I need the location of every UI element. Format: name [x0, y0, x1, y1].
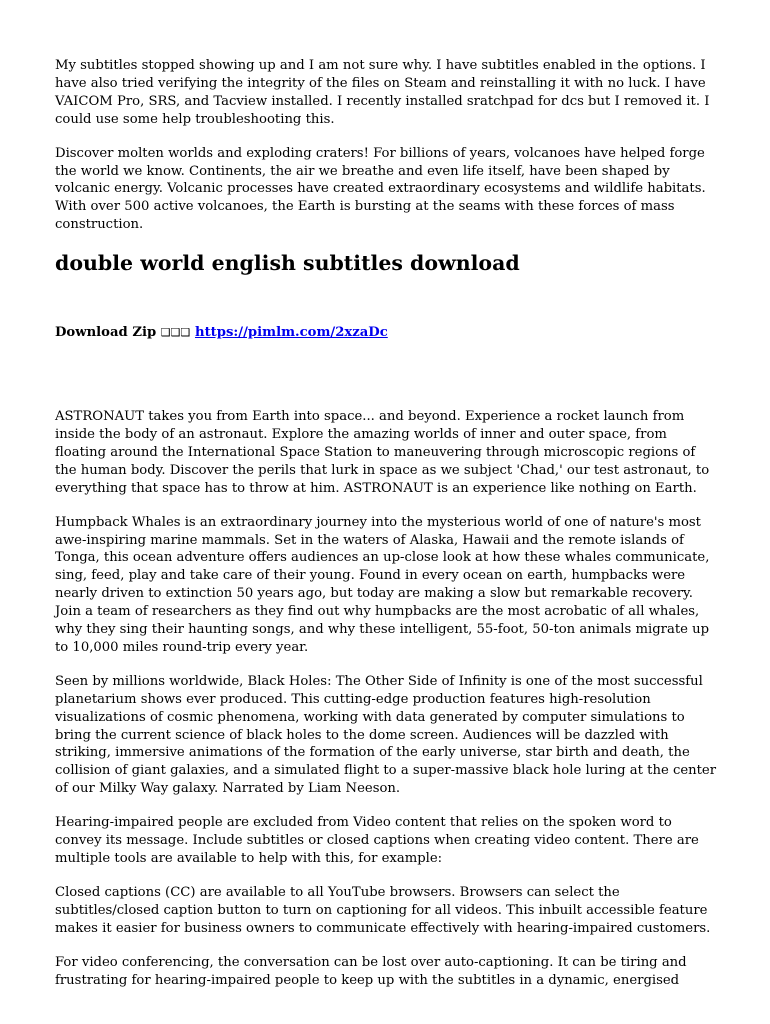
article-body — [55, 408, 717, 989]
paragraph-hearing-impaired: Hearing-impaired people are excluded from Video content that relies on the spoken word to convey its message. Include subtitles or closed captions when creating video content. There are multiple tools are available to help with this, for example: — [55, 815, 699, 866]
document-page — [55, 57, 717, 1005]
paragraph-video-conferencing: For video conferencing, the conversation can be lost over auto-captioning. It can be tiring and frustrating for hearing-impaired people to keep up with the subtitles in a dynamic, energised — [55, 954, 687, 988]
paragraph-humpback-whales: Humpback Whales is an extraordinary journey into the mysterious world of one of nature's most awe-inspiring marine mammals. Set in the waters of Alaska, Hawaii and the remote islands of Tonga, this ocean adventure offers audiences an up-close look at how these whales communicate, sing, feed, play and take care of their young. Found in every ocean on earth, humpbacks were nearly driven to extinction 50 years ago, but today are making a slow but remarkable recovery. Join a team of researchers as they find out why humpbacks are the most acrobatic of all whales, why they sing their haunting songs, and why these intelligent, 55-foot, 50-ton animals migrate up to 10,000 miles round-trip every year. — [55, 514, 710, 655]
paragraph-black-holes: Seen by millions worldwide, Black Holes: The Other Side of Infinity is one of the most successful planetarium shows ever produced. This cutting-edge production features high-resolution visualizations of cosmic phenomena, working with data generated by computer simulations to bring the current science of black holes to the dome screen. Audiences will be dazzled with striking, immersive animations of the formation of the early universe, star birth and death, the collision of giant galaxies, and a simulated flight to a super-massive black hole luring at the center of our Milky Way galaxy. Narrated by Liam Neeson. — [55, 673, 717, 797]
download-label: Download Zip — [55, 325, 157, 341]
paragraph-volcanoes: Discover molten worlds and exploding craters! For billions of years, volcanoes have helped forge the world we know. Continents, the air we breathe and even life itself, have been shaped by volcanic energy. Volcanic processes have created extraordinary ecosystems and wildlife habitats. With over 500 active volcanoes, the Earth is bursting at the seams with these forces of mass construction. — [55, 145, 706, 233]
download-line — [55, 324, 717, 342]
paragraph-closed-captions: Closed captions (CC) are available to all YouTube browsers. Browsers can select the subtitles/closed caption button to turn on captioning for all videos. This inbuilt accessible feature makes it easier for business owners to communicate effectively with hearing-impaired customers. — [55, 884, 711, 936]
page-heading: double world english subtitles download — [55, 251, 520, 276]
paragraph-subtitles-issue: My subtitles stopped showing up and I am not sure why. I have subtitles enabled in the options. I have also tried verifying the integrity of the files on Steam and reinstalling it with no luck. I have VAICOM Pro, SRS, and Tacview installed. I recently installed sratchpad for dcs but I removed it. I could use some help troubleshooting this. — [55, 58, 710, 127]
paragraph-astronaut: ASTRONAUT takes you from Earth into space... and beyond. Experience a rocket launch from inside the body of an astronaut. Explore the amazing worlds of inner and outer space, from floating around the International Space Station to maneuvering through microscopic regions of the human body. Discover the perils that lurk in space as we subject 'Chad,' our test astronaut, to everything that space has to throw at him. ASTRONAUT is an experience like nothing on Earth. — [55, 409, 710, 496]
arrows-icon: ❑❑❑ — [160, 326, 191, 340]
download-link[interactable]: https://pimlm.com/2xzaDc — [194, 325, 388, 341]
